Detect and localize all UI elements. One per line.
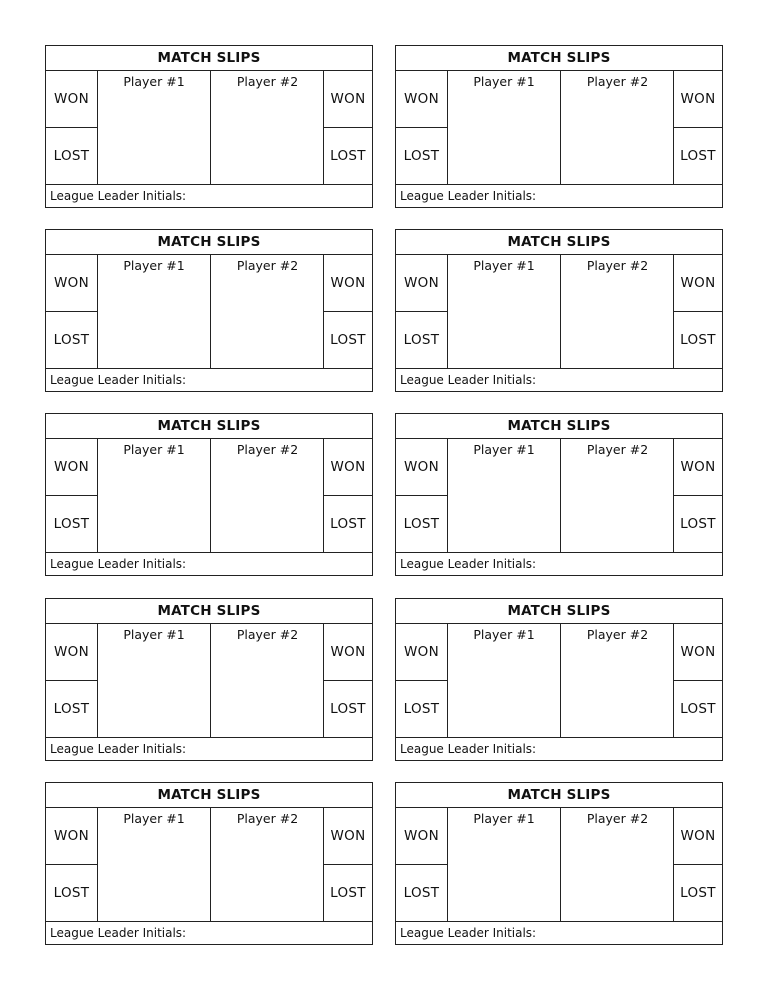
player1-name-box[interactable] — [98, 255, 211, 368]
player2-won-box[interactable] — [673, 439, 722, 496]
player2-name-box[interactable] — [561, 808, 674, 921]
league-leader-initials-field[interactable] — [396, 921, 722, 944]
player1-name-box[interactable] — [448, 808, 561, 921]
player1-won-box[interactable] — [396, 808, 448, 865]
slip-title: MATCH SLIPS — [46, 46, 372, 71]
player1-label: Player #1 — [123, 627, 185, 642]
player2-label: Player #2 — [236, 74, 299, 89]
lost-label: LOST — [403, 148, 440, 164]
player2-name-box[interactable] — [211, 71, 324, 184]
won-label: WON — [54, 275, 89, 291]
player2-name-box[interactable] — [211, 624, 324, 737]
league-leader-initials-field[interactable] — [46, 921, 372, 944]
slip-title: MATCH SLIPS — [396, 414, 722, 439]
lost-label: LOST — [53, 516, 90, 532]
footer-label: League Leader Initials: — [400, 926, 537, 940]
player1-label: Player #1 — [473, 442, 535, 457]
player2-lost-box[interactable] — [323, 128, 372, 184]
player1-won-box[interactable] — [396, 624, 448, 681]
player1-label: Player #1 — [473, 258, 535, 273]
player2-label: Player #2 — [236, 442, 299, 457]
lost-label: LOST — [330, 701, 366, 717]
lost-label: LOST — [403, 701, 440, 717]
slip-title: MATCH SLIPS — [46, 230, 372, 255]
won-label: WON — [54, 91, 89, 107]
player1-name-box[interactable] — [448, 439, 561, 552]
won-label: WON — [680, 644, 716, 660]
player2-label: Player #2 — [236, 627, 299, 642]
league-leader-initials-field[interactable] — [396, 737, 722, 760]
won-label: WON — [330, 91, 366, 107]
won-label: WON — [54, 644, 89, 660]
footer-label: League Leader Initials: — [50, 742, 187, 756]
won-label: WON — [54, 459, 89, 475]
player1-won-box[interactable] — [46, 439, 98, 496]
footer-label: League Leader Initials: — [50, 373, 187, 387]
player1-name-box[interactable] — [448, 255, 561, 368]
player1-lost-box[interactable] — [46, 865, 98, 921]
player2-lost-box[interactable] — [673, 128, 722, 184]
player2-label: Player #2 — [586, 442, 649, 457]
league-leader-initials-field[interactable] — [396, 184, 722, 207]
footer-label: League Leader Initials: — [400, 189, 537, 203]
player1-label: Player #1 — [123, 74, 185, 89]
player1-won-box[interactable] — [46, 255, 98, 312]
slip-title: MATCH SLIPS — [396, 46, 722, 71]
player2-name-box[interactable] — [561, 439, 674, 552]
player1-lost-box[interactable] — [46, 312, 98, 368]
player1-lost-box[interactable] — [396, 681, 448, 737]
lost-label: LOST — [330, 885, 366, 901]
player1-label: Player #1 — [123, 811, 185, 826]
player2-lost-box[interactable] — [673, 681, 722, 737]
match-slip-5 — [45, 413, 373, 576]
lost-label: LOST — [680, 701, 716, 717]
player1-label: Player #1 — [473, 627, 535, 642]
footer-label: League Leader Initials: — [400, 742, 537, 756]
slip-title: MATCH SLIPS — [46, 414, 372, 439]
match-slip-3 — [45, 229, 373, 392]
player1-won-box[interactable] — [396, 255, 448, 312]
won-label: WON — [404, 91, 439, 107]
player2-won-box[interactable] — [323, 439, 372, 496]
player2-lost-box[interactable] — [673, 496, 722, 552]
player2-name-box[interactable] — [211, 255, 324, 368]
player1-name-box[interactable] — [448, 624, 561, 737]
match-slip-7 — [45, 598, 373, 761]
lost-label: LOST — [53, 148, 90, 164]
player1-name-box[interactable] — [98, 439, 211, 552]
player2-name-box[interactable] — [561, 71, 674, 184]
player2-label: Player #2 — [586, 627, 649, 642]
player2-name-box[interactable] — [561, 624, 674, 737]
league-leader-initials-field[interactable] — [46, 552, 372, 575]
footer-label: League Leader Initials: — [50, 557, 187, 571]
player2-won-box[interactable] — [673, 808, 722, 865]
lost-label: LOST — [680, 516, 716, 532]
league-leader-initials-field[interactable] — [396, 552, 722, 575]
player2-won-box[interactable] — [323, 624, 372, 681]
won-label: WON — [330, 644, 366, 660]
won-label: WON — [680, 91, 716, 107]
player1-won-box[interactable] — [396, 71, 448, 128]
lost-label: LOST — [680, 332, 716, 348]
won-label: WON — [404, 275, 439, 291]
footer-label: League Leader Initials: — [50, 189, 187, 203]
player1-label: Player #1 — [473, 74, 535, 89]
match-slip-2 — [395, 45, 723, 208]
player2-label: Player #2 — [586, 811, 649, 826]
player2-lost-box[interactable] — [673, 312, 722, 368]
match-slip-6 — [395, 413, 723, 576]
slip-title: MATCH SLIPS — [46, 599, 372, 624]
lost-label: LOST — [53, 885, 90, 901]
lost-label: LOST — [680, 885, 716, 901]
player2-label: Player #2 — [236, 258, 299, 273]
footer-label: League Leader Initials: — [400, 557, 537, 571]
league-leader-initials-field[interactable] — [46, 368, 372, 391]
player1-name-box[interactable] — [98, 624, 211, 737]
lost-label: LOST — [680, 148, 716, 164]
player2-label: Player #2 — [586, 258, 649, 273]
player1-lost-box[interactable] — [46, 128, 98, 184]
player2-label: Player #2 — [236, 811, 299, 826]
player1-lost-box[interactable] — [46, 496, 98, 552]
player1-name-box[interactable] — [448, 71, 561, 184]
footer-label: League Leader Initials: — [400, 373, 537, 387]
player2-lost-box[interactable] — [323, 865, 372, 921]
footer-label: League Leader Initials: — [50, 926, 187, 940]
player2-won-box[interactable] — [673, 624, 722, 681]
player1-lost-box[interactable] — [396, 312, 448, 368]
lost-label: LOST — [330, 332, 366, 348]
lost-label: LOST — [403, 516, 440, 532]
lost-label: LOST — [403, 332, 440, 348]
match-slip-9 — [45, 782, 373, 945]
player2-lost-box[interactable] — [323, 496, 372, 552]
player2-lost-box[interactable] — [323, 312, 372, 368]
player2-won-box[interactable] — [323, 255, 372, 312]
player1-label: Player #1 — [123, 442, 185, 457]
player2-name-box[interactable] — [211, 808, 324, 921]
won-label: WON — [330, 275, 366, 291]
player2-won-box[interactable] — [323, 808, 372, 865]
player1-lost-box[interactable] — [396, 865, 448, 921]
lost-label: LOST — [330, 516, 366, 532]
player1-won-box[interactable] — [46, 71, 98, 128]
player2-won-box[interactable] — [323, 71, 372, 128]
lost-label: LOST — [403, 885, 440, 901]
player1-lost-box[interactable] — [396, 496, 448, 552]
player2-name-box[interactable] — [211, 439, 324, 552]
won-label: WON — [680, 275, 716, 291]
player2-won-box[interactable] — [673, 71, 722, 128]
slip-title: MATCH SLIPS — [396, 230, 722, 255]
won-label: WON — [680, 828, 716, 844]
league-leader-initials-field[interactable] — [396, 368, 722, 391]
league-leader-initials-field[interactable] — [46, 184, 372, 207]
player1-won-box[interactable] — [46, 624, 98, 681]
lost-label: LOST — [53, 701, 90, 717]
won-label: WON — [330, 828, 366, 844]
player1-label: Player #1 — [123, 258, 185, 273]
won-label: WON — [404, 644, 439, 660]
lost-label: LOST — [53, 332, 90, 348]
won-label: WON — [54, 828, 89, 844]
player1-lost-box[interactable] — [46, 681, 98, 737]
player2-won-box[interactable] — [673, 255, 722, 312]
player1-lost-box[interactable] — [396, 128, 448, 184]
player1-label: Player #1 — [473, 811, 535, 826]
player2-lost-box[interactable] — [673, 865, 722, 921]
won-label: WON — [680, 459, 716, 475]
match-slip-4 — [395, 229, 723, 392]
lost-label: LOST — [330, 148, 366, 164]
match-slip-1 — [45, 45, 373, 208]
won-label: WON — [404, 459, 439, 475]
player1-won-box[interactable] — [396, 439, 448, 496]
player1-name-box[interactable] — [98, 71, 211, 184]
player2-name-box[interactable] — [561, 255, 674, 368]
player2-label: Player #2 — [586, 74, 649, 89]
league-leader-initials-field[interactable] — [46, 737, 372, 760]
slip-title: MATCH SLIPS — [396, 783, 722, 808]
slip-title: MATCH SLIPS — [396, 599, 722, 624]
player1-name-box[interactable] — [98, 808, 211, 921]
won-label: WON — [404, 828, 439, 844]
won-label: WON — [330, 459, 366, 475]
match-slip-10 — [395, 782, 723, 945]
slip-title: MATCH SLIPS — [46, 783, 372, 808]
match-slip-8 — [395, 598, 723, 761]
player1-won-box[interactable] — [46, 808, 98, 865]
player2-lost-box[interactable] — [323, 681, 372, 737]
